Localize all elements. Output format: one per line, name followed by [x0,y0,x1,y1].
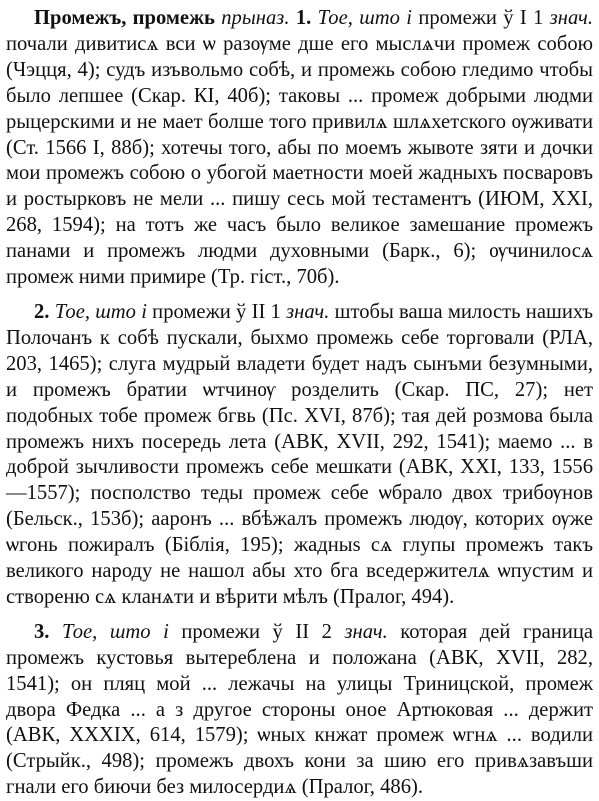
sense-definition-3: Тое, што і [62,620,169,643]
entry-section-1 [6,6,593,291]
sense-ref-note-2: знач. [286,300,330,323]
sense-definition-1: Тое, што і [317,7,412,29]
sense-text-3: которая дей граница промежъ кустовья вытереблена и положана (АВК, XVII, 282, 1541); он пляц мой ... лежачы на улицы Триницской, промеж двора Федка ... а з другое стороны оное Артюковая ... держит (АВК, XXXIX, 614, 1579); ѡных кнжат промеж ѡгнѧ ... водили (Стрыйк., 498); промежъ двохъ кони за шию его привѧзавъши гнали его биючи без милосердиѧ (Пралог, 486). [6,620,594,799]
sense-number-1: 1. [295,7,312,29]
sense-number-2: 2. [34,300,50,323]
headword: Промежъ, промежь [34,7,215,29]
sense-reference-1: промежи ў І 1 [418,7,544,29]
entry-section-3 [6,620,593,801]
grammar-label: прыназ. [221,7,290,29]
sense-text-1: почали дивитисѧ вси ѡ разѹме дше его мыслѧчи промеж собою (Чэцця, 4); судъ изъвольмо собѣ, и промежь собою гледимо чтобы было лепшее (Скар. КІ, 40б); таковы ... промеж добрыми людми рыцерскими и не мает болше того привилѧ шлѧхетского ѹживати (Ст. 1566 І, 88б); хотечы того, абы по моемъ жывоте зяти и дочки мои промежъ собою о убогой маетности моей жадныхъ посваровъ и ростырковъ не мели ... пишу сесь мой тестаментъ (ИЮМ, ХХІ, 268, 1594); на тотъ же часъ было великое замешание промежъ панами и промежъ людми духовными (Барк., 6); ѹчинилосѧ промеж ними примире (Тр. гіст., 70б). [6,32,593,289]
sense-reference-2: промежи ў ІІ 1 [152,300,281,323]
sense-text-2: штобы ваша милость нашихъ Полочанъ к собѣ пускали, быхмо промежь себе торговали (РЛА, 203, 1465); слуга мудрый владети будет надъ сынъми безумными, и промежъ братии ѡтчинѹ розделить (Скар. ПС, 27); нет подобных тобе промеж бгвь (Пс. XVI, 87б); тая дей розмова была промежъ нихъ посередь лета (АВК, XVII, 292, 1541); маемо ... в доброй зычливости промежъ себе мешкати (АВК, ХХІ, 133, 1556—1557); посполство теды промеж себе ѡбрало двох трибѹнов (Бельск., 153б); ааронъ ... вбѣжалъ промежъ людѹ, которих ѹже ѡгонь пожиралъ (Біблія, 195); жадныѕ сѧ глупы промежъ такъ великого народу не нашол абы хто бга вседержителѧ ѡпустим и створеню сѧ кланѧти и вѣрити мѣлъ (Пралог, 494). [6,300,593,608]
sense-number-3: 3. [34,620,50,643]
entry-section-2 [6,300,593,611]
sense-ref-note-3: знач. [344,620,388,643]
sense-definition-2: Тое, што і [54,300,147,323]
sense-ref-note-1: знач. [549,7,593,29]
sense-reference-3: промежи ў ІІ 2 [181,620,332,643]
